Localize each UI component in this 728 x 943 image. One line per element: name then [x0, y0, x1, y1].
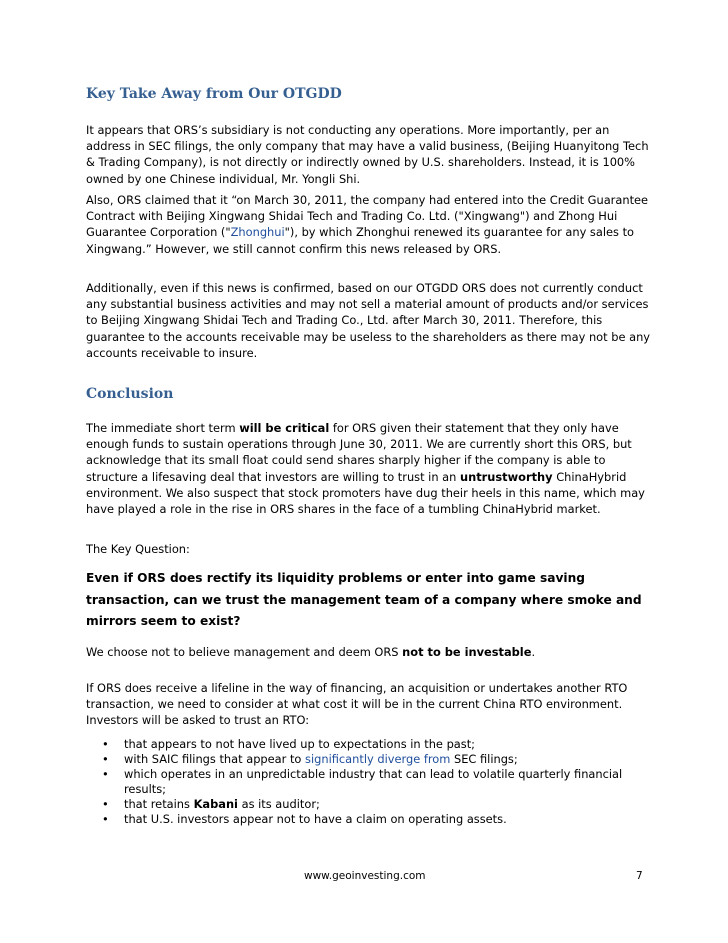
section-heading-conclusion: Conclusion — [86, 386, 174, 402]
rto-bullet-list — [86, 737, 654, 827]
footer-url: www.geoinvesting.com — [304, 870, 426, 882]
list-item: • that retains Kabani as its auditor; — [102, 797, 320, 811]
key-question: Even if ORS does rectify its liquidity problems or enter into game saving transaction, can we trust the management team of a company where smoke and mirrors seem to exist? — [86, 571, 642, 628]
section-heading-key-takeaway: Key Take Away from Our OTGDD — [86, 86, 342, 102]
key-question-label: The Key Question: — [86, 542, 190, 556]
list-item: • that U.S. investors appear not to have a claim on operating assets. — [102, 812, 507, 826]
list-item: • with SAIC filings that appear to significantly diverge from SEC filings; — [102, 752, 518, 766]
list-item: • which operates in an unpredictable industry that can lead to volatile quarterly financial results; — [102, 767, 623, 796]
list-item: • that appears to not have lived up to expectations in the past; — [102, 737, 476, 751]
paragraph-not-investable: We choose not to believe management and deem ORS not to be investable. — [86, 645, 536, 659]
paragraph-lifeline: If ORS does receive a lifeline in the way of financing, an acquisition or undertakes another RTO transaction, we need to consider at what cost it will be in the current China RTO environment. Investors will be asked to trust an RTO: — [86, 681, 628, 728]
footer-page-number: 7 — [636, 870, 643, 882]
paragraph-short-term: The immediate short term will be critical for ORS given their statement that they only have enough funds to sustain operations through June 30, 2011. We are currently short this ORS, but acknowledge that its small float could send shares sharply higher if the company is able to structure a lifesaving deal that investors are willing to trust in an untrustworthy ChinaHybrid environment. We also suspect that stock promoters have dug their heels in this name, which may have played a role in the rise in ORS shares in the face of a tumbling ChinaHybrid market. — [86, 421, 645, 517]
paragraph-additionally: Additionally, even if this news is confirmed, based on our OTGDD ORS does not currently conduct any substantial business activities and may not sell a material amount of products and/or services to Beijing Xingwang Shidai Tech and Trading Co., Ltd. after March 30, 2011. Therefore, this guarantee to the accounts receivable may be useless to the shareholders as there may not be any accounts receivable to insure. — [86, 281, 651, 360]
paragraph-guarantee-contract: Also, ORS claimed that it “on March 30, 2011, the company had entered into the Credit Guarantee Contract with Beijing Xingwang Shidai Tech and Trading Co. Ltd. ("Xingwang") and Zhong Hui Guarantee Corporation ("Zhonghui"), by which Zhonghui renewed its guarantee for any sales to Xingwang.” However, we still cannot confirm this news released by ORS. — [86, 193, 649, 256]
paragraph-subsidiary: It appears that ORS’s subsidiary is not conducting any operations. More importantly, per an address in SEC filings, the only company that may have a valid business, (Beijing Huanyitong Tech & Trading Company), is not directly or indirectly owned by U.S. shareholders. Instead, it is 100% owned by one Chinese individual, Mr. Yongli Shi. — [86, 123, 649, 186]
zhonghui-link[interactable]: Zhonghui — [230, 225, 285, 240]
diverge-link[interactable]: significantly diverge from — [305, 752, 451, 766]
